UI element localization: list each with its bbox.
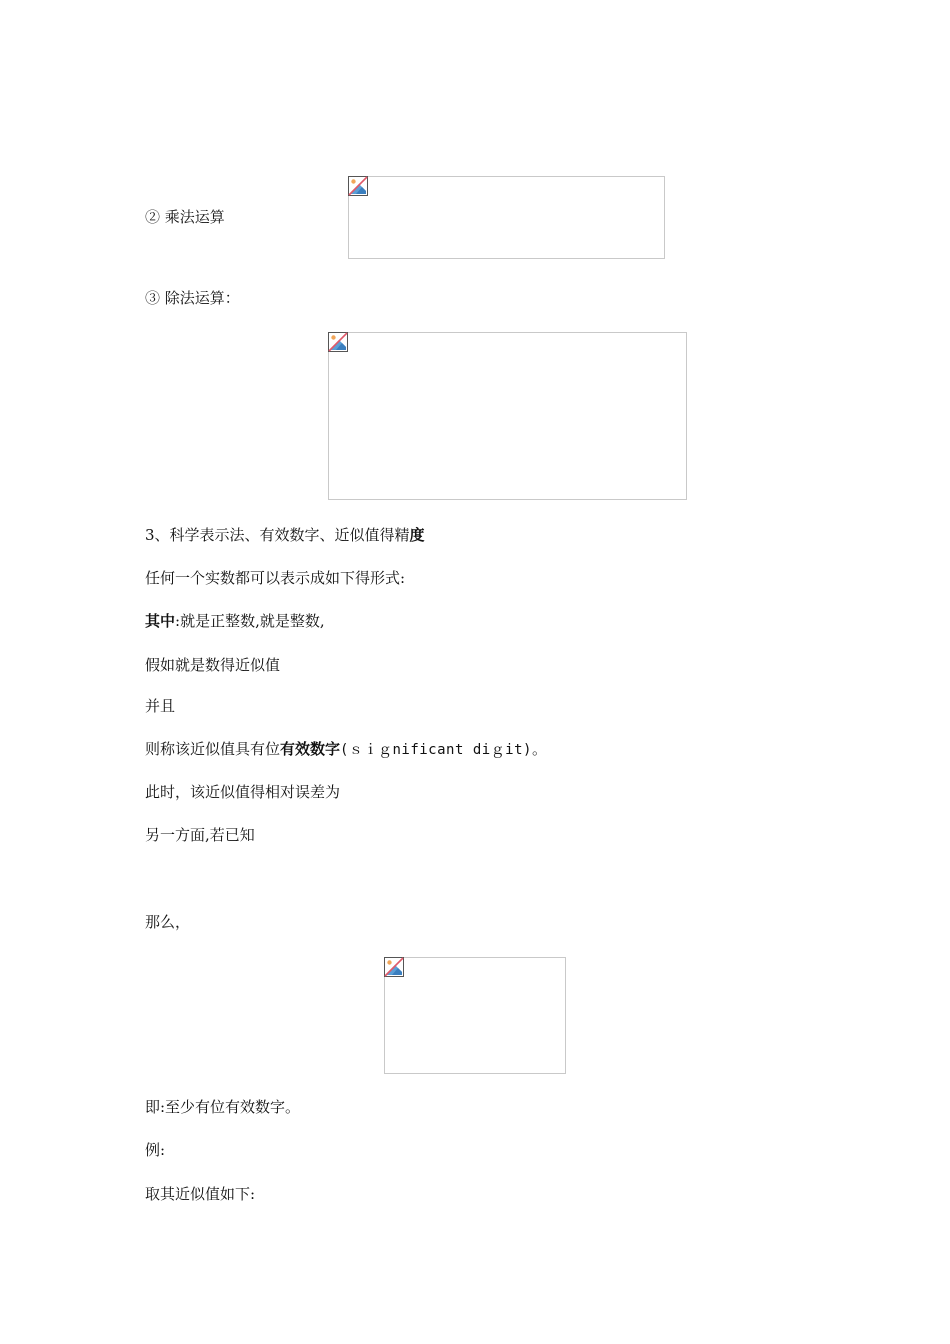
paragraph-significant-digits [145, 739, 547, 760]
formula-image-multiplication [348, 176, 665, 259]
paragraph-where-bold: 其中 [145, 612, 176, 630]
paragraph-on-the-other-hand: 另一方面,若已知 [145, 826, 255, 844]
formula-image-division [328, 332, 687, 500]
significant-digits-end: 。 [531, 740, 547, 758]
paragraph-and: 并且 [145, 697, 176, 715]
paragraph-example: 例: [145, 1141, 166, 1159]
significant-digits-pre: 则称该近似值具有位 [145, 740, 281, 758]
section-3-heading-text: 3、科学表示法、有效数字、近似值得精 [145, 526, 410, 544]
section-3-heading-bold: 度 [409, 526, 425, 544]
significant-digits-english: (ｓｉｇnificant diｇit) [340, 742, 532, 758]
item-multiplication-label: ② 乘法运算 [145, 208, 225, 226]
broken-image-icon [384, 957, 404, 977]
paragraph-any-real-number: 任何一个实数都可以表示成如下得形式: [145, 569, 406, 587]
item-division-label: ③ 除法运算： [145, 289, 240, 307]
paragraph-relative-error: 此时，该近似值得相对误差为 [145, 783, 341, 801]
significant-digits-term: 有效数字 [280, 740, 341, 758]
paragraph-then: 那么， [145, 913, 191, 931]
paragraph-at-least: 即:至少有位有效数字。 [145, 1098, 301, 1116]
broken-image-icon [328, 332, 348, 352]
paragraph-take-approx: 取其近似值如下: [145, 1185, 256, 1203]
formula-image-condition [384, 957, 566, 1074]
broken-image-icon [348, 176, 368, 196]
paragraph-if-approx: 假如就是数得近似值 [145, 656, 281, 674]
paragraph-where [145, 611, 325, 631]
section-3-heading [145, 525, 425, 545]
paragraph-where-rest: :就是正整数,就是整数, [175, 612, 325, 630]
